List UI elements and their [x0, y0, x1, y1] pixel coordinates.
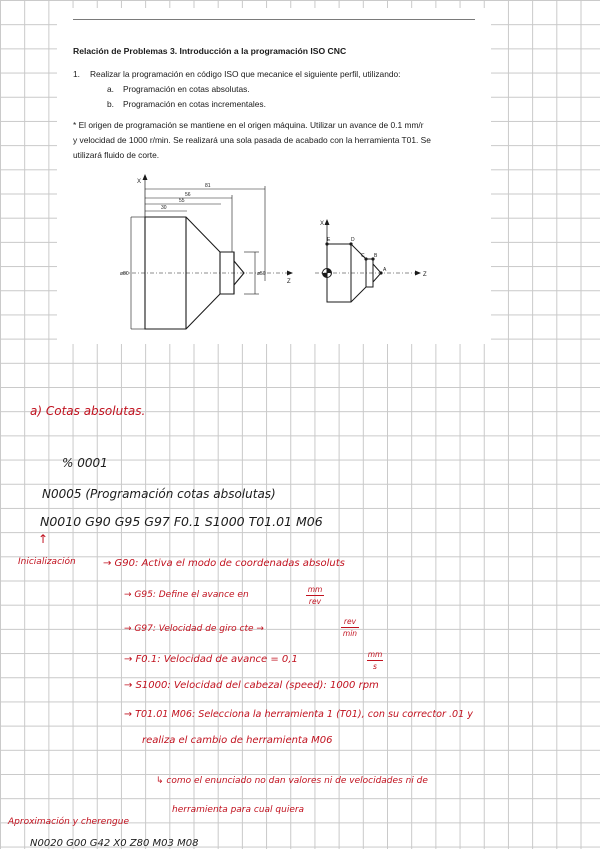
dim-diameter-50: ø50	[257, 271, 266, 277]
profile-drawing	[119, 171, 299, 331]
f01-den: s	[373, 662, 377, 671]
exp-g97: → G97: Velocidad de giro cte →	[124, 624, 264, 634]
up-arrow: ↑	[38, 532, 49, 546]
remark-line2: herramienta para cual quiera	[172, 805, 305, 815]
x-axis-label: X	[137, 179, 142, 185]
exp-s1000: → S1000: Velocidad del cabezal (speed): 1000 rpm	[124, 680, 379, 691]
remark-line1: ↳ como el enunciado no dan valores ni de velocidades ni de	[156, 776, 428, 786]
worksheet-title: Relación de Problemas 3. Introducción a la programación ISO CNC	[73, 46, 347, 56]
f01-num: mm	[367, 650, 383, 659]
g95-num: mm	[307, 585, 323, 594]
exp-t01-line1: → T01.01 M06: Selecciona la herramienta 1 (T01), con su corrector .01 y	[124, 709, 473, 720]
dim-diameter-80: ø80	[120, 271, 129, 277]
item-1-text: Realizar la programación en código ISO que mecanice el siguiente perfil, utilizando:	[90, 69, 401, 79]
note-line-3: utilizará fluido de corte.	[73, 150, 160, 160]
sub-item-a-label: a.	[107, 84, 114, 94]
top-rule	[73, 19, 475, 20]
dim-56: 56	[185, 192, 191, 198]
points-schematic	[315, 213, 435, 323]
g95-bar	[306, 595, 324, 596]
dim-81: 81	[205, 183, 211, 189]
g97-den: min	[342, 629, 358, 638]
sub-item-b-text: Programación en cotas incrementales.	[123, 99, 266, 109]
schematic-x-axis: X	[320, 221, 325, 227]
exp-g95: → G95: Define el avance en	[124, 590, 249, 600]
note-line-2: y velocidad de 1000 r/min. Se realizará una sola pasada de acabado con la herramienta T01. Se	[73, 135, 431, 145]
g97-unit-fraction	[341, 617, 359, 638]
item-1-number: 1.	[73, 69, 80, 79]
heading-absolute-coords: a) Cotas absolutas.	[30, 404, 146, 418]
point-a: A	[383, 267, 387, 273]
block-n0005: N0005 (Programación cotas absolutas)	[42, 487, 276, 501]
g95-unit-fraction	[306, 585, 324, 606]
dim-55: 55	[179, 198, 185, 204]
exp-t01-line2: realiza el cambio de herramienta M06	[142, 735, 333, 746]
f01-bar	[367, 660, 383, 661]
approach-label: Aproximación y cherengue	[8, 817, 129, 827]
init-label: Inicialización	[18, 557, 76, 567]
g97-bar	[341, 627, 359, 628]
z-axis-label: Z	[287, 279, 291, 285]
program-number: % 0001	[62, 456, 108, 470]
sub-item-b-label: b.	[107, 99, 114, 109]
point-d: D	[351, 237, 355, 243]
f01-unit-fraction	[367, 650, 383, 671]
g97-num: rev	[343, 617, 357, 626]
schematic-z-axis: Z	[423, 272, 427, 278]
block-n0020: N0020 G00 G42 X0 Z80 M03 M08	[30, 838, 199, 849]
sub-item-a-text: Programación en cotas absolutas.	[123, 84, 250, 94]
exp-g90: → G90: Activa el modo de coordenadas absoluts	[103, 558, 345, 569]
note-line-1: * El origen de programación se mantiene en el origen máquina. Utilizar un avance de 0.1 mm/r	[73, 120, 424, 130]
point-b: B	[374, 253, 378, 259]
exp-f01: → F0.1: Velocidad de avance = 0,1	[124, 654, 298, 665]
point-e: E	[327, 237, 331, 243]
worksheet-paper	[57, 8, 491, 344]
block-n0010: N0010 G90 G95 G97 F0.1 S1000 T01.01 M06	[40, 514, 323, 529]
point-c: C	[361, 253, 365, 259]
g95-den: rev	[308, 597, 322, 606]
dim-30: 30	[161, 205, 167, 211]
